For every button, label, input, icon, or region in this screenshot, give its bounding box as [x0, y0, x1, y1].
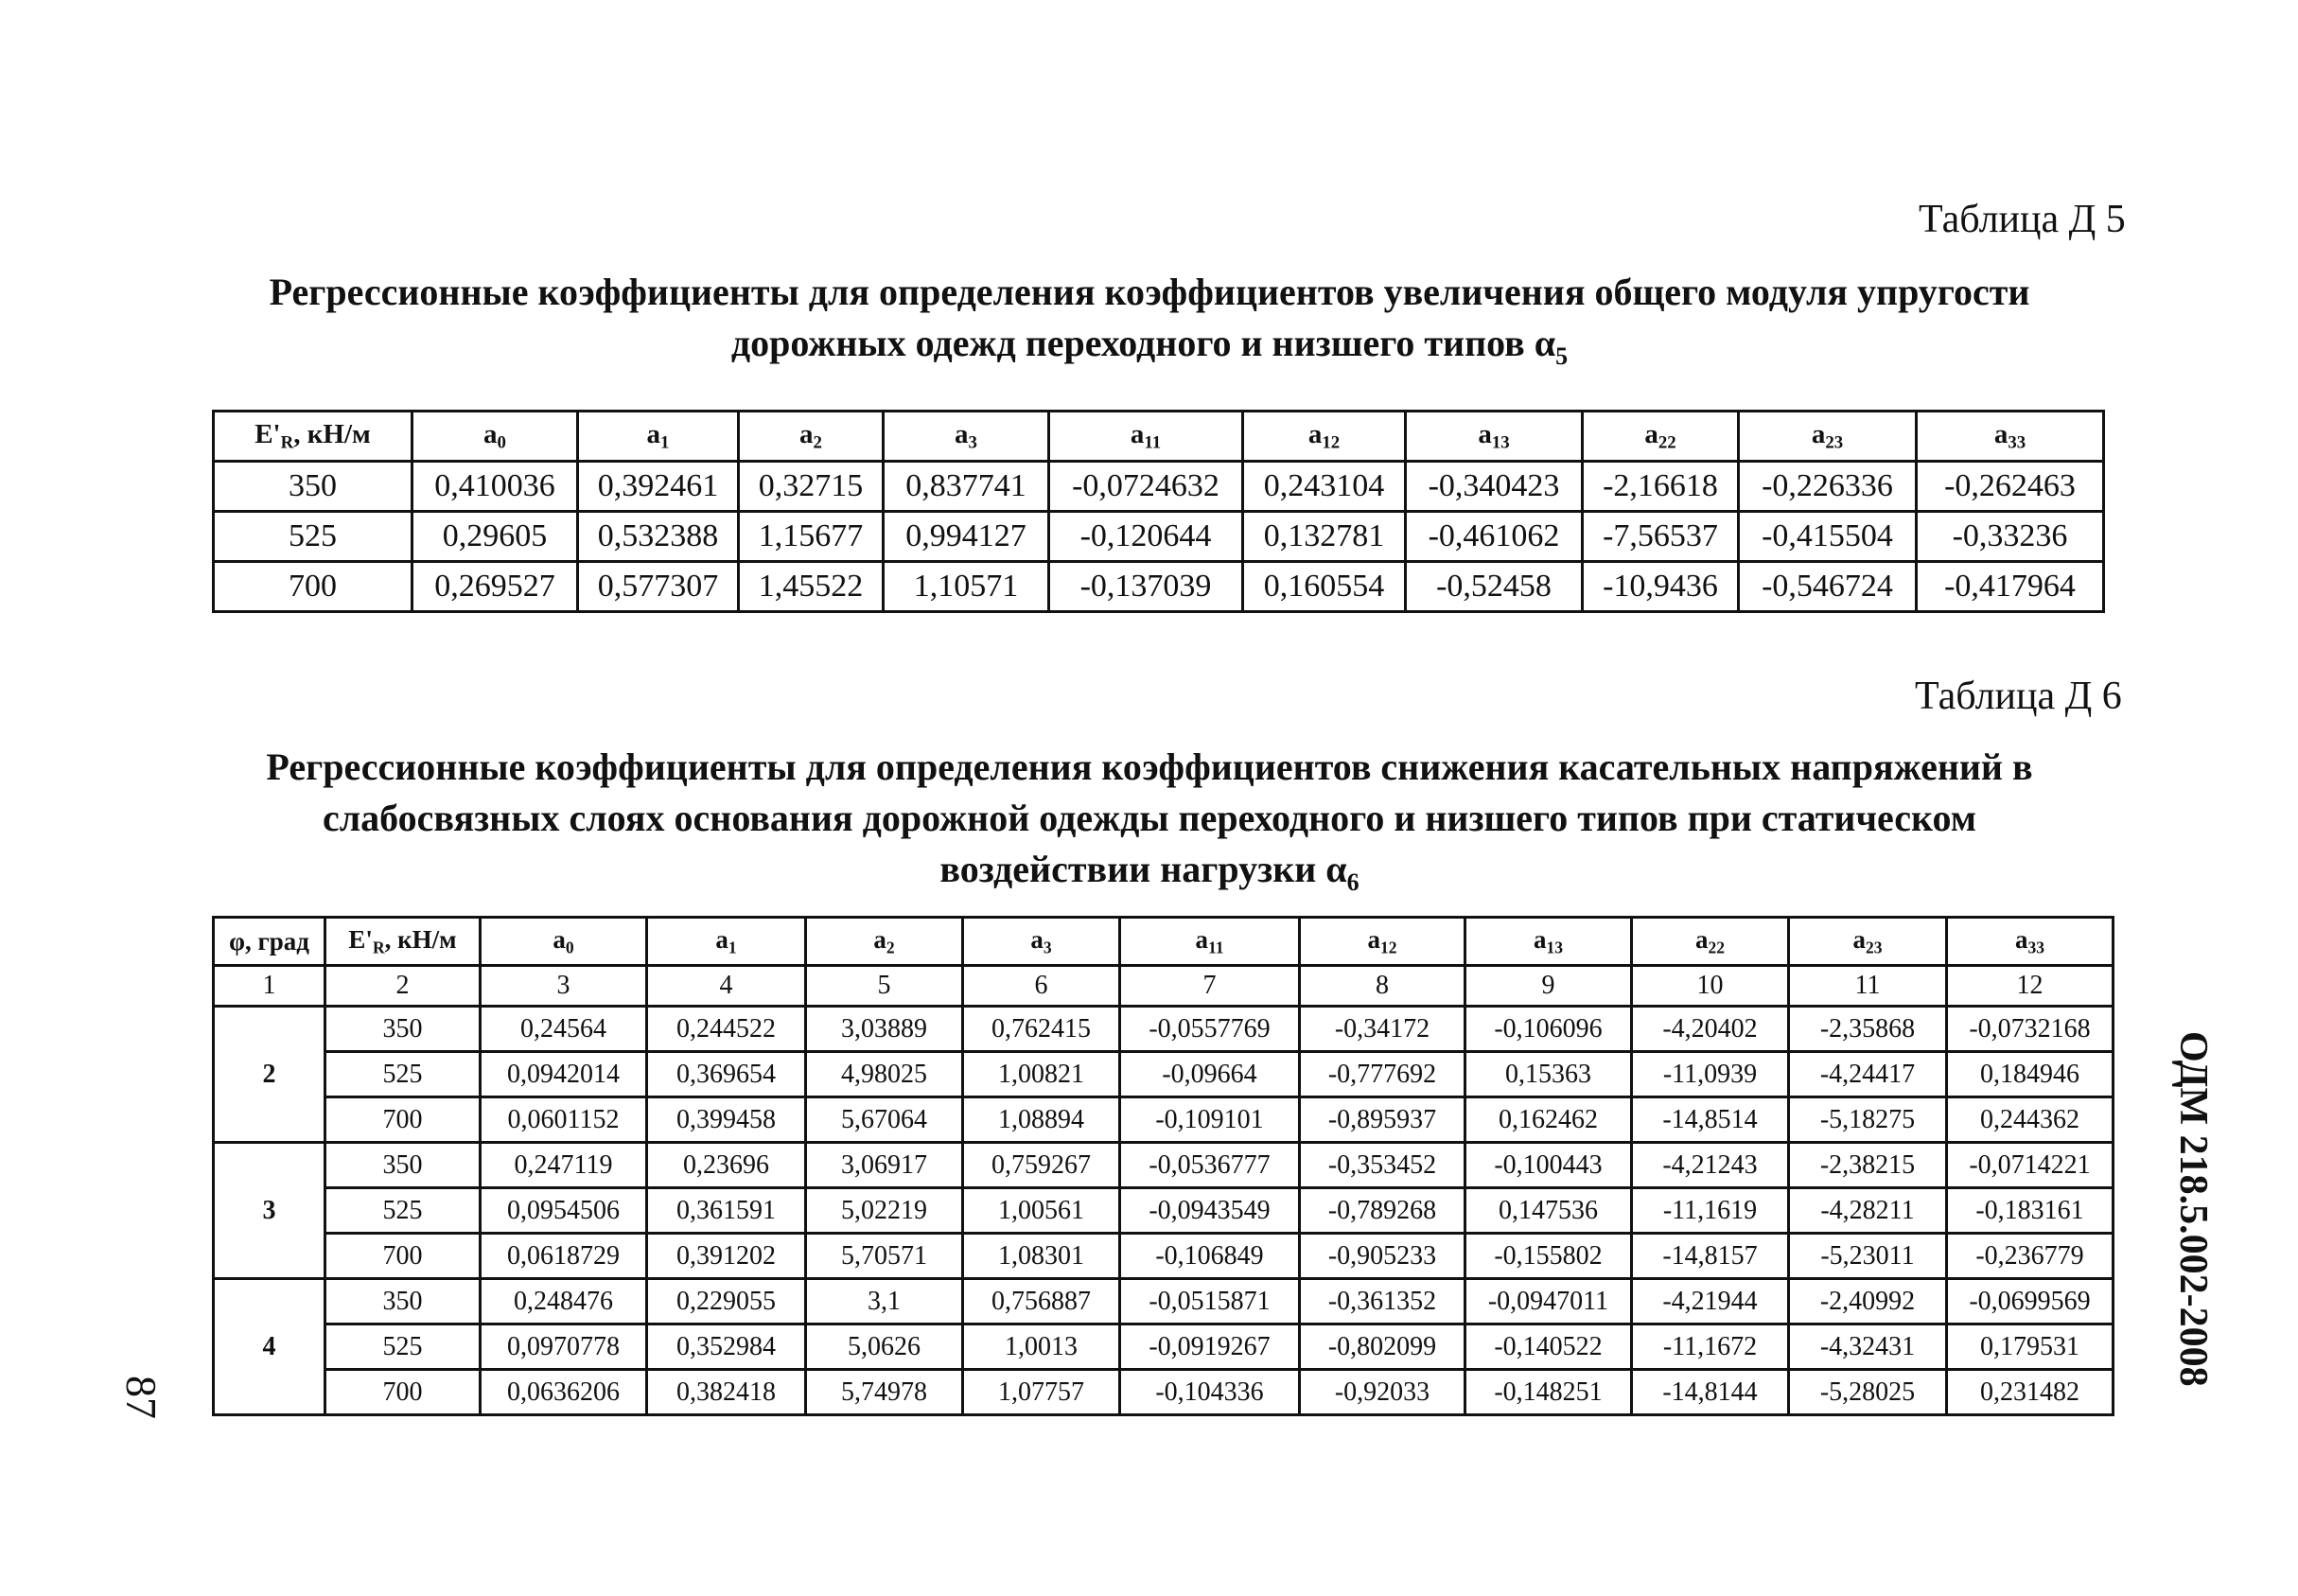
table6-cell: 0,0970778 — [481, 1324, 647, 1370]
table5-header-label: $E'_R$, кН/м — [214, 412, 412, 462]
table6-cell: -0,148251 — [1465, 1370, 1632, 1415]
table5-header-cell: $a_{33}$ — [1917, 412, 2104, 462]
table6-caption-line3: воздействии нагрузки $\alpha_6$ — [939, 848, 1360, 896]
table6-header-cell: $a_{12}$ — [1300, 918, 1465, 966]
table6-cell: 0,162462 — [1465, 1097, 1632, 1143]
table5-row — [214, 512, 2104, 562]
table5-caption-sub: 5 — [1555, 342, 1569, 370]
table6-cell: -0,100443 — [1465, 1143, 1632, 1188]
table6-cell: -4,21944 — [1632, 1279, 1789, 1324]
table6-column-number: 12 — [1947, 966, 2114, 1007]
table6-cell: 1,00561 — [963, 1188, 1120, 1234]
table6-row-label: 525 — [325, 1188, 481, 1234]
table5-cell: -10,9436 — [1583, 562, 1739, 612]
table5-cell: -0,340423 — [1406, 462, 1583, 512]
table6-cell: 4,98025 — [806, 1052, 963, 1097]
table6-cell: -0,106849 — [1120, 1234, 1300, 1279]
table6-cell: 0,244362 — [1947, 1097, 2114, 1143]
table5-header-cell: $a_{13}$ — [1406, 412, 1583, 462]
table5-row-label: 350 — [214, 462, 412, 512]
table6-cell: -0,0732168 — [1947, 1007, 2114, 1052]
table6-number: Таблица Д 6 — [1915, 675, 2122, 718]
table6-cell: 0,0954506 — [481, 1188, 647, 1234]
table6-cell: 0,762415 — [963, 1007, 1120, 1052]
table6-header-cell: $a_{33}$ — [1947, 918, 2114, 966]
table6-column-number-row — [214, 966, 2114, 1007]
table6-cell: -4,32431 — [1789, 1324, 1947, 1370]
table5-cell: -0,137039 — [1049, 562, 1243, 612]
table6-cell: -0,92033 — [1300, 1370, 1465, 1415]
table6-header-cell: $a_1$ — [647, 918, 806, 966]
table5-cell: 0,29605 — [412, 512, 578, 562]
table5-header-cell: $a_3$ — [884, 412, 1049, 462]
table5-cell: -0,417964 — [1917, 562, 2104, 612]
table6-cell: 0,352984 — [647, 1324, 806, 1370]
table6-cell: -0,0943549 — [1120, 1188, 1300, 1234]
table6-caption-line2: слабосвязных слоях основания дорожной одежды переходного и низшего типов при статическом — [322, 797, 1977, 839]
table5-row-label: 525 — [214, 512, 412, 562]
table6-cell: 0,391202 — [647, 1234, 806, 1279]
table6-cell: -0,104336 — [1120, 1370, 1300, 1415]
table5-cell: -0,415504 — [1739, 512, 1917, 562]
table5-cell: -0,52458 — [1406, 562, 1583, 612]
table5-header-cell: $a_{22}$ — [1583, 412, 1739, 462]
table5-caption — [208, 267, 2091, 382]
table6-cell: 0,382418 — [647, 1370, 806, 1415]
table6-header-row — [214, 918, 2114, 966]
table5-cell: -0,33236 — [1917, 512, 2104, 562]
table6-header-cell: $a_{23}$ — [1789, 918, 1947, 966]
table6-row-label: 350 — [325, 1007, 481, 1052]
table6-cell: -0,777692 — [1300, 1052, 1465, 1097]
table6-header-cell: $a_3$ — [963, 918, 1120, 966]
table6-column-number: 6 — [963, 966, 1120, 1007]
table6-caption-line1: Регрессионные коэффициенты для определения коэффициентов снижения касательных напряжений в — [266, 745, 2033, 788]
table6-column-number: 2 — [325, 966, 481, 1007]
table6-column-number: 5 — [806, 966, 963, 1007]
table6-cell: -0,0557769 — [1120, 1007, 1300, 1052]
table6-column-number: 9 — [1465, 966, 1632, 1007]
table6-row — [214, 1279, 2114, 1324]
table6-cell: 0,23696 — [647, 1143, 806, 1188]
table5-cell: 0,837741 — [884, 462, 1049, 512]
table6-cell: -2,40992 — [1789, 1279, 1947, 1324]
table6-row-label: 700 — [325, 1370, 481, 1415]
table6-row-label: 525 — [325, 1052, 481, 1097]
table5-cell: 0,269527 — [412, 562, 578, 612]
table6-cell: 0,231482 — [1947, 1370, 2114, 1415]
table5-row — [214, 462, 2104, 512]
table6-cell: -0,353452 — [1300, 1143, 1465, 1188]
table6-cell: -5,28025 — [1789, 1370, 1947, 1415]
table6-phi-cell: 3 — [214, 1143, 325, 1279]
table5-cell: 0,577307 — [578, 562, 739, 612]
table6-column-number: 8 — [1300, 966, 1465, 1007]
table6-cell: -14,8157 — [1632, 1234, 1789, 1279]
table6-row — [214, 1143, 2114, 1188]
table5-cell: 0,392461 — [578, 462, 739, 512]
table5-cell: 1,15677 — [739, 512, 884, 562]
table5-row-label: 700 — [214, 562, 412, 612]
table5-header-cell: $a_2$ — [739, 412, 884, 462]
table5-cell: -0,461062 — [1406, 512, 1583, 562]
table6-cell: -2,38215 — [1789, 1143, 1947, 1188]
table6-cell: 0,244522 — [647, 1007, 806, 1052]
table6-cell: 0,247119 — [481, 1143, 647, 1188]
document-code: ОДМ 218.5.002-2008 — [2171, 1031, 2215, 1387]
table6-row-label: 700 — [325, 1097, 481, 1143]
table5-cell: 0,532388 — [578, 512, 739, 562]
table6-cell: 0,0618729 — [481, 1234, 647, 1279]
table6-cell: -0,0536777 — [1120, 1143, 1300, 1188]
table6-cell: 0,248476 — [481, 1279, 647, 1324]
table6-header-cell: $a_0$ — [481, 918, 647, 966]
table6-cell: -0,109101 — [1120, 1097, 1300, 1143]
table6-row — [214, 1052, 2114, 1097]
table6-cell: -0,0919267 — [1120, 1324, 1300, 1370]
table6-cell: 0,756887 — [963, 1279, 1120, 1324]
table6-cell: -0,789268 — [1300, 1188, 1465, 1234]
table6-cell: 0,0636206 — [481, 1370, 647, 1415]
table6-row — [214, 1234, 2114, 1279]
table6-cell: 5,02219 — [806, 1188, 963, 1234]
table6-caption — [208, 742, 2091, 908]
table5-header-cell: $a_{23}$ — [1739, 412, 1917, 462]
table6-row — [214, 1188, 2114, 1234]
table6-cell: 0,0601152 — [481, 1097, 647, 1143]
table5-cell: 0,160554 — [1243, 562, 1406, 612]
table6-phi-cell: 2 — [214, 1007, 325, 1143]
table6-cell: -11,1619 — [1632, 1188, 1789, 1234]
table6-row — [214, 1097, 2114, 1143]
table5-cell: 0,994127 — [884, 512, 1049, 562]
table6-column-number: 7 — [1120, 966, 1300, 1007]
table6-cell: 5,67064 — [806, 1097, 963, 1143]
table6-column-number: 10 — [1632, 966, 1789, 1007]
table6-cell: -11,1672 — [1632, 1324, 1789, 1370]
table6-cell: 0,184946 — [1947, 1052, 2114, 1097]
table5-cell: 0,132781 — [1243, 512, 1406, 562]
table5-cell: 1,45522 — [739, 562, 884, 612]
table6-cell: 0,179531 — [1947, 1324, 2114, 1370]
table6-cell: -0,905233 — [1300, 1234, 1465, 1279]
table6-cell: 0,759267 — [963, 1143, 1120, 1188]
table6-cell: -11,0939 — [1632, 1052, 1789, 1097]
table6-cell: 3,1 — [806, 1279, 963, 1324]
table6-row — [214, 1007, 2114, 1052]
table6-cell: -0,0714221 — [1947, 1143, 2114, 1188]
table6-cell: -14,8144 — [1632, 1370, 1789, 1415]
table6-cell: 0,229055 — [647, 1279, 806, 1324]
table6 — [212, 916, 2114, 1416]
table5-cell: 0,243104 — [1243, 462, 1406, 512]
table6-cell: -5,18275 — [1789, 1097, 1947, 1143]
table6-cell: -4,24417 — [1789, 1052, 1947, 1097]
table6-cell: -0,155802 — [1465, 1234, 1632, 1279]
table5-cell: 0,410036 — [412, 462, 578, 512]
table6-cell: 1,07757 — [963, 1370, 1120, 1415]
table5-cell: -0,0724632 — [1049, 462, 1243, 512]
table6-cell: -0,106096 — [1465, 1007, 1632, 1052]
table6-cell: -0,0947011 — [1465, 1279, 1632, 1324]
table5-number: Таблица Д 5 — [1919, 198, 2126, 241]
table6-header-label: $E'_R$, кН/м — [325, 918, 481, 966]
table5-header-cell: $a_0$ — [412, 412, 578, 462]
table6-cell: 3,03889 — [806, 1007, 963, 1052]
table6-cell: 5,0626 — [806, 1324, 963, 1370]
table6-row-label: 525 — [325, 1324, 481, 1370]
table6-cell: 1,00821 — [963, 1052, 1120, 1097]
table6-cell: 0,0942014 — [481, 1052, 647, 1097]
table6-cell: -0,236779 — [1947, 1234, 2114, 1279]
table6-caption-sub: 6 — [1346, 868, 1360, 896]
table6-cell: -4,20402 — [1632, 1007, 1789, 1052]
table6-cell: 3,06917 — [806, 1143, 963, 1188]
table6-cell: -5,23011 — [1789, 1234, 1947, 1279]
table6-header-cell: $a_{22}$ — [1632, 918, 1789, 966]
table6-cell: -0,34172 — [1300, 1007, 1465, 1052]
table6-cell: -2,35868 — [1789, 1007, 1947, 1052]
table6-cell: -0,361352 — [1300, 1279, 1465, 1324]
table6-row-label: 350 — [325, 1279, 481, 1324]
table6-column-number: 4 — [647, 966, 806, 1007]
table6-cell: 0,399458 — [647, 1097, 806, 1143]
table6-cell: -0,140522 — [1465, 1324, 1632, 1370]
table5-cell: 1,10571 — [884, 562, 1049, 612]
table5-header-cell: $a_{12}$ — [1243, 412, 1406, 462]
table6-cell: -0,802099 — [1300, 1324, 1465, 1370]
table6-column-number: 3 — [481, 966, 647, 1007]
table6-column-number: 1 — [214, 966, 325, 1007]
table5-cell: -2,16618 — [1583, 462, 1739, 512]
table5-cell: -0,262463 — [1917, 462, 2104, 512]
table5-caption-line2: дорожных одежд переходного и низшего типов $\alpha_5$ — [730, 322, 1569, 370]
table6-header-cell: $a_2$ — [806, 918, 963, 966]
table6-row-label: 350 — [325, 1143, 481, 1188]
table6-cell: -4,28211 — [1789, 1188, 1947, 1234]
table5-row — [214, 562, 2104, 612]
table5-header-cell: $a_1$ — [578, 412, 739, 462]
table6-header-cell: $a_{11}$ — [1120, 918, 1300, 966]
table6-header-cell: $a_{13}$ — [1465, 918, 1632, 966]
table6-cell: 0,15363 — [1465, 1052, 1632, 1097]
table6-cell: 0,24564 — [481, 1007, 647, 1052]
table6-row — [214, 1324, 2114, 1370]
table6-cell: 5,70571 — [806, 1234, 963, 1279]
table6-row-label: 700 — [325, 1234, 481, 1279]
table6-cell: 5,74978 — [806, 1370, 963, 1415]
table6-cell: -0,183161 — [1947, 1188, 2114, 1234]
table5-header-row — [214, 412, 2104, 462]
table5-cell: -0,120644 — [1049, 512, 1243, 562]
table5-cell: -0,546724 — [1739, 562, 1917, 612]
table6-cell: -14,8514 — [1632, 1097, 1789, 1143]
table6-cell: -0,895937 — [1300, 1097, 1465, 1143]
table6-cell: -0,0699569 — [1947, 1279, 2114, 1324]
table6-cell: 1,08894 — [963, 1097, 1120, 1143]
table6-phi-cell: 4 — [214, 1279, 325, 1415]
table6-cell: 0,147536 — [1465, 1188, 1632, 1234]
table6-row — [214, 1370, 2114, 1415]
table5-caption-line1: Регрессионные коэффициенты для определения коэффициентов увеличения общего модуля упругости — [269, 271, 2030, 313]
table6-column-number: 11 — [1789, 966, 1947, 1007]
table6-cell: 0,361591 — [647, 1188, 806, 1234]
table6-cell: 0,369654 — [647, 1052, 806, 1097]
table6-cell: 1,08301 — [963, 1234, 1120, 1279]
page-number: 87 — [117, 1376, 166, 1419]
table6-header-phi: φ, град — [214, 918, 325, 966]
table6-cell: -4,21243 — [1632, 1143, 1789, 1188]
table5 — [212, 410, 2105, 613]
table5-cell: 0,32715 — [739, 462, 884, 512]
table5-cell: -7,56537 — [1583, 512, 1739, 562]
table5-cell: -0,226336 — [1739, 462, 1917, 512]
table6-cell: -0,09664 — [1120, 1052, 1300, 1097]
table5-header-cell: $a_{11}$ — [1049, 412, 1243, 462]
table6-cell: -0,0515871 — [1120, 1279, 1300, 1324]
table6-cell: 1,0013 — [963, 1324, 1120, 1370]
